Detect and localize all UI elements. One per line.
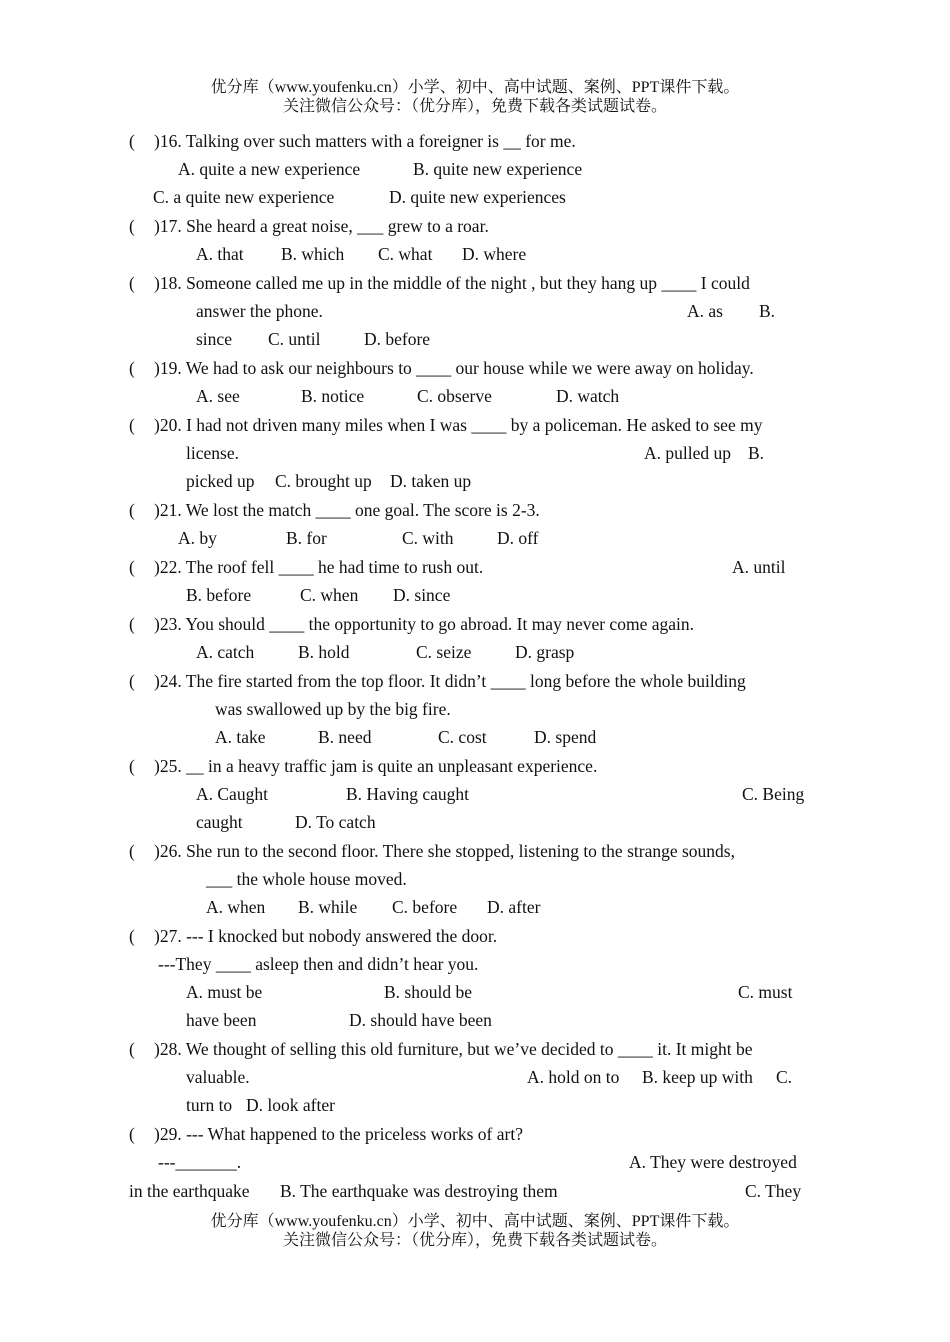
option-c: C. They <box>745 1181 802 1201</box>
option-b: B. which <box>281 244 345 264</box>
answer-blank: ( <box>129 557 135 577</box>
question-stem: )16. Talking over such matters with a foreigner is __ for me. <box>154 131 576 151</box>
answer-blank: ( <box>129 273 135 293</box>
answer-blank: ( <box>129 671 135 691</box>
option-c: C. seize <box>416 642 472 662</box>
option-a: A. hold on to <box>527 1067 620 1087</box>
option-d: D. To catch <box>295 812 376 832</box>
option-b: B. for <box>286 528 327 548</box>
option-b: B. <box>759 301 776 321</box>
option-c-text: caught <box>196 812 243 832</box>
option-a: A. take <box>215 727 266 747</box>
option-d: D. grasp <box>515 642 575 662</box>
option-c: C. with <box>402 528 454 548</box>
option-a-text: in the earthquake <box>129 1181 250 1201</box>
question-stem-continued: was swallowed up by the big fire. <box>215 699 451 719</box>
footer-line-1: 优分库（www.youfenku.cn）小学、初中、高中试题、案例、PPT课件下载。 <box>210 1213 740 1230</box>
answer-blank: ( <box>129 756 135 776</box>
header-line-1: 优分库（www.youfenku.cn）小学、初中、高中试题、案例、PPT课件下载。 <box>210 79 740 96</box>
option-b: B. quite new experience <box>413 159 583 179</box>
option-d: D. where <box>462 244 527 264</box>
question-stem-continued: ___ the whole house moved. <box>206 869 407 889</box>
page-footer <box>0 1212 950 1250</box>
header-line-2: 关注微信公众号：（优分库），免费下载各类试题试卷。 <box>282 98 667 115</box>
answer-blank: ( <box>129 415 135 435</box>
question-stem-continued: ---_______. <box>158 1152 242 1172</box>
question-stem-continued: license. <box>186 443 239 463</box>
option-b: B. before <box>186 585 252 605</box>
option-c: C. <box>776 1067 793 1087</box>
answer-blank: ( <box>129 614 135 634</box>
option-b: B. notice <box>301 386 365 406</box>
option-c: C. until <box>268 329 321 349</box>
answer-blank: ( <box>129 926 135 946</box>
question-stem: )17. She heard a great noise, ___ grew to a roar. <box>154 216 489 236</box>
question-stem: )19. We had to ask our neighbours to ____ our house while we were away on holiday. <box>154 358 754 378</box>
answer-blank: ( <box>129 841 135 861</box>
option-a: A. catch <box>196 642 255 662</box>
option-b: B. while <box>298 897 358 917</box>
option-d: D. spend <box>534 727 597 747</box>
option-b: B. Having caught <box>346 784 469 804</box>
option-c: C. observe <box>417 386 492 406</box>
option-c-text: have been <box>186 1010 257 1030</box>
option-a: A. as <box>687 301 723 321</box>
option-d: D. quite new experiences <box>389 187 566 207</box>
option-d: D. watch <box>556 386 620 406</box>
option-a: A. by <box>178 528 217 548</box>
question-stem: )26. She run to the second floor. There she stopped, listening to the strange sounds, <box>154 841 735 861</box>
option-a: A. Caught <box>196 784 268 804</box>
option-c: C. before <box>392 897 458 917</box>
option-d: D. taken up <box>390 471 472 491</box>
footer-line-2: 关注微信公众号：（优分库），免费下载各类试题试卷。 <box>282 1232 667 1249</box>
option-b: B. keep up with <box>642 1067 753 1087</box>
option-c: C. what <box>378 244 433 264</box>
option-a: A. pulled up <box>644 443 732 463</box>
question-stem: )23. You should ____ the opportunity to go abroad. It may never come again. <box>154 614 694 634</box>
question-stem-continued: ---They ____ asleep then and didn’t hear you. <box>158 954 479 974</box>
question-stem: )28. We thought of selling this old furniture, but we’ve decided to ____ it. It might be <box>154 1039 753 1059</box>
question-stem-continued: valuable. <box>186 1067 250 1087</box>
option-d: D. look after <box>246 1095 335 1115</box>
question-stem: )24. The fire started from the top floor. It didn’t ____ long before the whole building <box>154 671 746 691</box>
option-b: B. should be <box>384 982 472 1002</box>
option-c-text: turn to <box>186 1095 233 1115</box>
option-b: B. The earthquake was destroying them <box>280 1181 558 1201</box>
option-a: A. They were destroyed <box>629 1152 797 1172</box>
answer-blank: ( <box>129 358 135 378</box>
option-b-text: since <box>196 329 232 349</box>
answer-blank: ( <box>129 216 135 236</box>
answer-blank: ( <box>129 1039 135 1059</box>
option-c: C. brought up <box>275 471 372 491</box>
answer-blank: ( <box>129 1124 135 1144</box>
question-stem: )18. Someone called me up in the middle of the night , but they hang up ____ I could <box>154 273 750 293</box>
option-c: C. when <box>300 585 359 605</box>
option-d: D. before <box>364 329 431 349</box>
answer-blank: ( <box>129 500 135 520</box>
question-stem: )21. We lost the match ____ one goal. The score is 2-3. <box>154 500 540 520</box>
option-a: A. must be <box>186 982 263 1002</box>
question-stem: )20. I had not driven many miles when I was ____ by a policeman. He asked to see my <box>154 415 763 435</box>
option-b: B. <box>748 443 765 463</box>
option-c: C. Being <box>742 784 805 804</box>
option-d: D. off <box>497 528 539 548</box>
question-stem-continued: answer the phone. <box>196 301 323 321</box>
option-c: C. cost <box>438 727 487 747</box>
option-a: A. quite a new experience <box>178 159 361 179</box>
option-a: A. see <box>196 386 240 406</box>
option-c: C. a quite new experience <box>153 187 335 207</box>
option-b: B. hold <box>298 642 350 662</box>
option-a: A. that <box>196 244 244 264</box>
question-stem: )27. --- I knocked but nobody answered the door. <box>154 926 498 946</box>
option-d: D. since <box>393 585 451 605</box>
option-c: C. must <box>738 982 793 1002</box>
option-b: B. need <box>318 727 372 747</box>
question-stem: )22. The roof fell ____ he had time to rush out. <box>154 557 484 577</box>
option-d: D. should have been <box>349 1010 492 1030</box>
option-d: D. after <box>487 897 541 917</box>
question-stem: )25. __ in a heavy traffic jam is quite an unpleasant experience. <box>154 756 598 776</box>
option-a: A. until <box>732 557 786 577</box>
option-a: A. when <box>206 897 266 917</box>
question-stem: )29. --- What happened to the priceless works of art? <box>154 1124 523 1144</box>
option-b-text: picked up <box>186 471 255 491</box>
answer-blank: ( <box>129 131 135 151</box>
